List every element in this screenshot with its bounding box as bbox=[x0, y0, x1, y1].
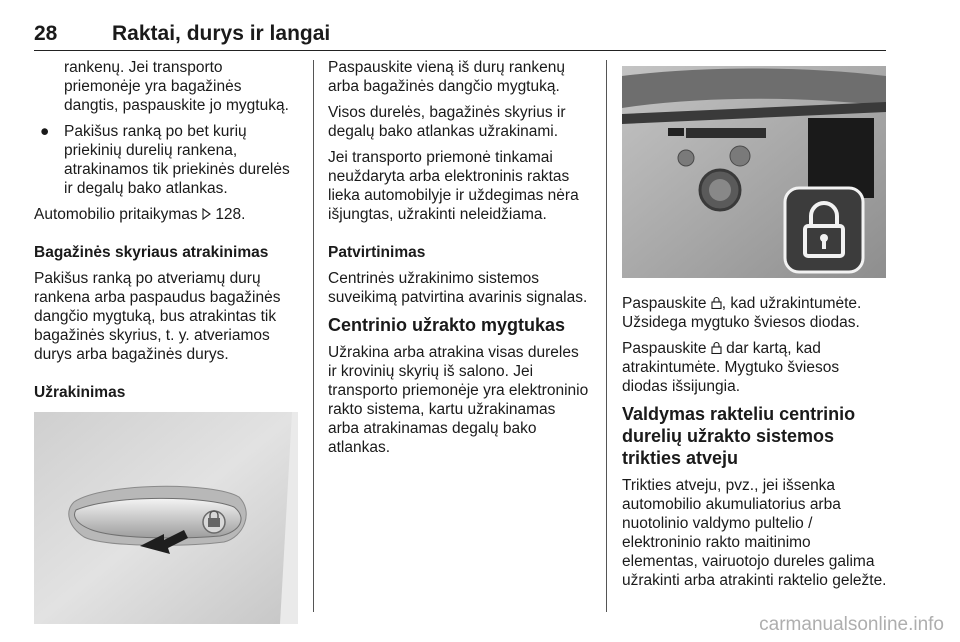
trunk-text: Pakišus ranką po atveriamų durų rankena arba paspaudus bagažinės dangčio mygtuką, bus atrakintas tik bagažinės skyrius, t. y. atveriamos durys arba bagažinės durys. bbox=[34, 270, 281, 363]
page-header bbox=[34, 22, 886, 50]
column-divider-1 bbox=[313, 60, 314, 612]
lock-icon bbox=[711, 296, 722, 309]
press-to-lock-tail: , kad užrakintumėte. Užsidega mygtuko šviesos diodas. bbox=[622, 295, 862, 331]
dashboard-lock-button-illustration bbox=[622, 66, 886, 278]
trunk-heading: Bagažinės skyriaus atrakinimas bbox=[34, 244, 269, 261]
locking-heading: Užrakinimas bbox=[34, 384, 126, 401]
intro-continuation: rankenų. Jei transporto priemonėje yra bagažinės dangtis, paspauskite jo mygtuką. bbox=[64, 59, 289, 114]
column-2 bbox=[328, 58, 590, 464]
bullet-dot: ● bbox=[40, 123, 50, 140]
cross-reference bbox=[34, 205, 300, 224]
column-1 bbox=[34, 58, 300, 640]
door-handle-illustration bbox=[34, 412, 298, 624]
central-lock-heading: Centrinio užrakto mygtukas bbox=[328, 315, 566, 335]
lock-result: Visos durelės, bagažinės skyrius ir degalų bako atlankas užrakinami. bbox=[328, 104, 566, 140]
page-number: 28 bbox=[34, 22, 58, 45]
bullet-item bbox=[34, 122, 300, 198]
lock-instruction: Paspauskite vieną iš durų rankenų arba bagažinės dangčio mygtuką. bbox=[328, 59, 565, 95]
reference-page: 128. bbox=[215, 206, 246, 223]
press-to-unlock-lead: Paspauskite bbox=[622, 340, 707, 357]
press-to-lock-lead: Paspauskite bbox=[622, 295, 707, 312]
header-rule bbox=[34, 50, 886, 51]
reference-text: Automobilio pritaikymas bbox=[34, 206, 198, 223]
watermark: carmanualsonline.info bbox=[759, 614, 944, 635]
lock-icon bbox=[711, 341, 722, 354]
press-to-lock-text bbox=[622, 294, 888, 332]
lock-restriction: Jei transporto priemonė tinkamai neuždaryta arba elektroninis raktas lieka automobilyje ir uždegimas nėra išjungtas, užrakinti neleidžiama. bbox=[328, 149, 579, 223]
page-reference-icon bbox=[202, 208, 211, 220]
fault-text: Trikties atveju, pvz., jei išsenka automobilio akumuliatorius arba nuotolinio valdymo pultelio / elektroninio rakto maitinimo elementas, vairuotojo dureles galima užrakinti arba atrakinti raktelio geležte. bbox=[622, 477, 887, 589]
confirm-heading: Patvirtinimas bbox=[328, 244, 426, 261]
press-to-unlock-text bbox=[622, 339, 888, 396]
fault-heading: Valdymas rakteliu centrinio durelių užrakto sistemos trikties atveju bbox=[622, 404, 856, 468]
page-title: Raktai, durys ir langai bbox=[112, 22, 331, 45]
central-lock-text: Užrakina arba atrakina visas dureles ir krovinių skyrių iš salono. Jei transporto priemonėje yra elektroninio rakto sistema, kartu užrakinamas arba atrakinamas degalų bako atlankas. bbox=[328, 344, 589, 456]
confirm-text: Centrinės užrakinimo sistemos suveikimą patvirtina avarinis signalas. bbox=[328, 270, 588, 306]
column-3 bbox=[622, 58, 888, 597]
press-to-unlock-tail: dar kartą, kad atrakintumėte. Mygtuko šviesos diodas išsijungia. bbox=[622, 340, 840, 395]
column-divider-2 bbox=[606, 60, 607, 612]
bullet-text: Pakišus ranką po bet kurių priekinių durelių rankena, atrakinamos tik priekinės durelės ir degalų bako atlankas. bbox=[64, 123, 290, 197]
